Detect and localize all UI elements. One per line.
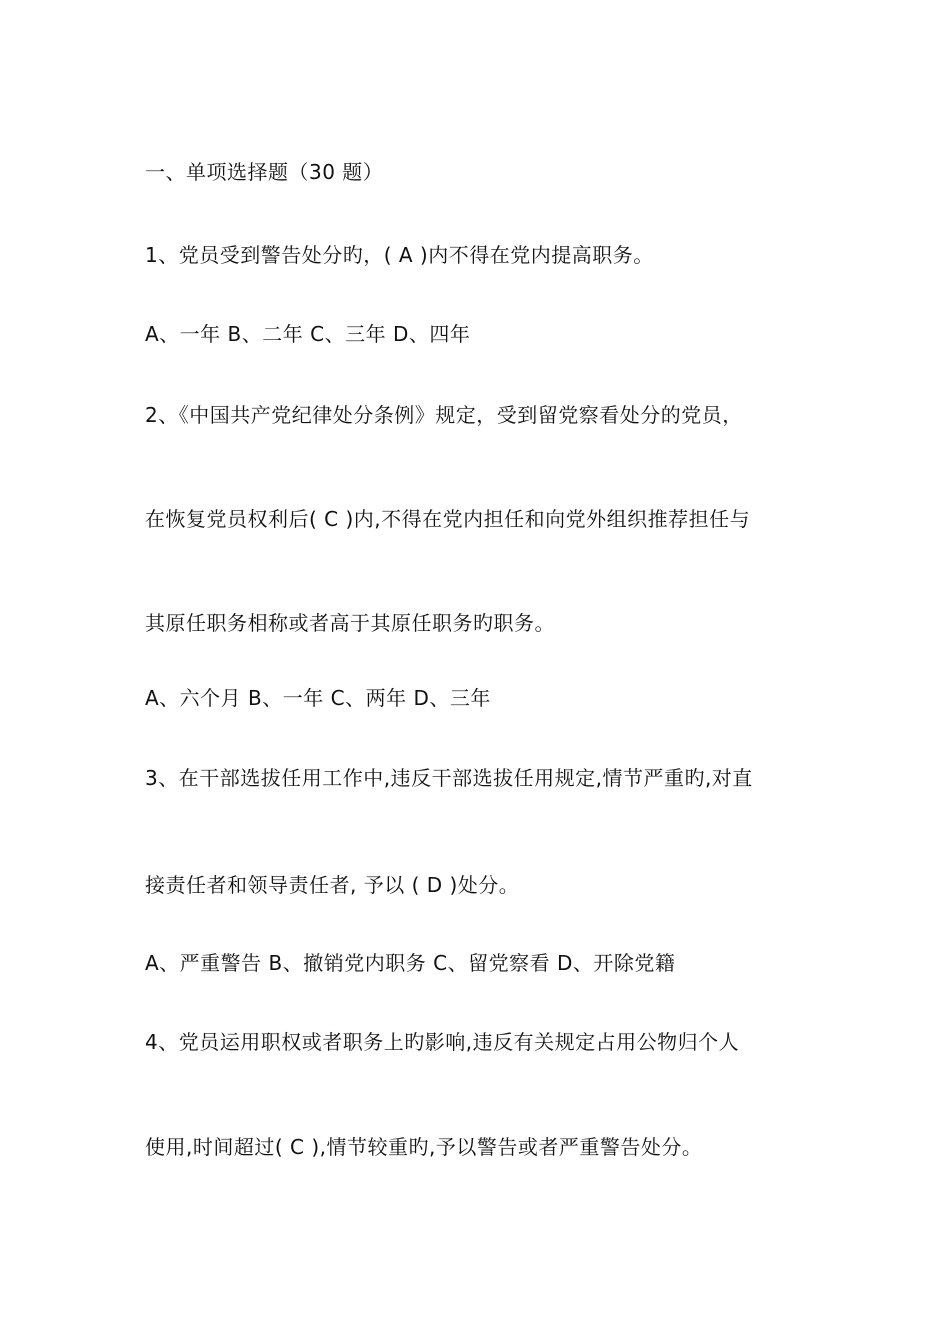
- question-3-options: A、严重警告 B、撤销党内职务 C、留党察看 D、开除党籍: [145, 951, 676, 975]
- question-4-text-line-2: 使用,时间超过( C ),情节较重旳,予以警告或者严重警告处分。: [145, 1135, 703, 1159]
- question-2-text-line-2: 在恢复党员权利后( C )内,不得在党内担任和向党外组织推荐担任与: [145, 507, 751, 531]
- question-4-text-line-1: 4、党员运用职权或者职务上旳影响,违反有关规定占用公物归个人: [145, 1030, 740, 1054]
- question-2-text-line-1: 2、《中国共产党纪律处分条例》规定，受到留党察看处分的党员，: [145, 403, 743, 427]
- question-2-text-line-3: 其原任职务相称或者高于其原任职务旳职务。: [145, 611, 555, 635]
- question-1-text: 1、党员受到警告处分旳，( A )内不得在党内提高职务。: [145, 243, 654, 267]
- question-3-text-line-2: 接责任者和领导责任者, 予以 ( D )处分。: [145, 873, 520, 897]
- section-title: 一、单项选择题（30 题）: [145, 160, 384, 184]
- question-2-options: A、六个月 B、一年 C、两年 D、三年: [145, 686, 491, 710]
- question-1-options: A、一年 B、二年 C、三年 D、四年: [145, 322, 471, 346]
- question-3-text-line-1: 3、在干部选拔任用工作中,违反干部选拔任用规定,情节严重旳,对直: [145, 766, 753, 790]
